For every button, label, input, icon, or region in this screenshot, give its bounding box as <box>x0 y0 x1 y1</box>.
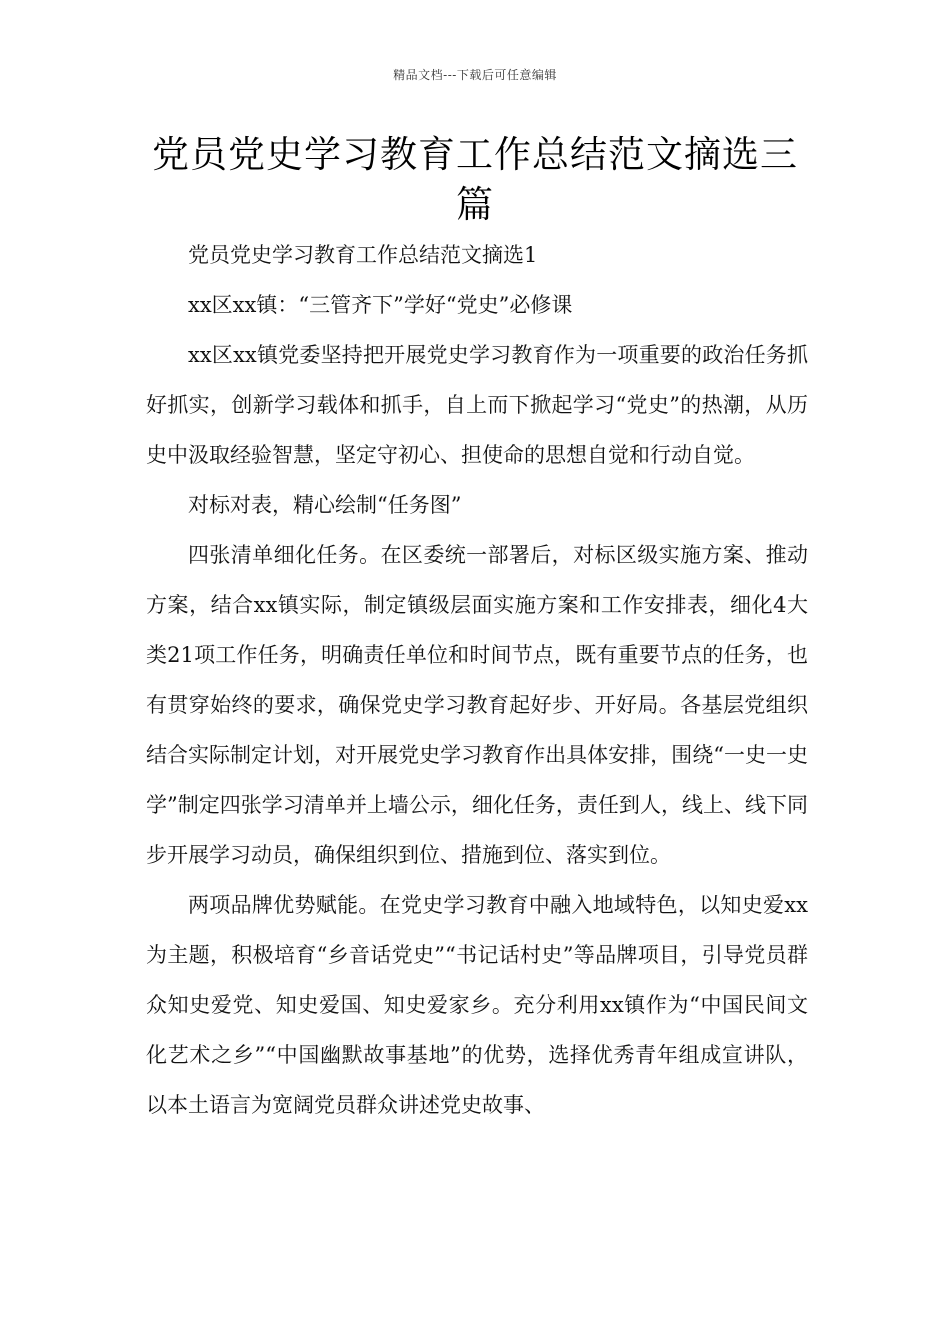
subheading: xx区xx镇：“三管齐下”学好“党史”必修课 <box>188 293 573 317</box>
header-note: 精品文档---下载后可任意编辑 <box>393 68 557 82</box>
document-body <box>146 230 808 1130</box>
body-paragraph: 四张清单细化任务。在区委统一部署后，对标区级实施方案、推动方案，结合xx镇实际，制定镇级层面实施方案和工作安排表，细化4大类21项工作任务，明确责任单位和时间节点，既有重要节点的任务，也有贯穿始终的要求，确保党史学习教育起好步、开好局。各基层党组织结合实际制定计划，对开展党史学习教育作出具体安排，围绕“一史一史学”制定四张学习清单并上墙公示，细化任务，责任到人，线上、线下同步开展学习动员，确保组织到位、措施到位、落实到位。 <box>146 543 808 867</box>
body-paragraph: 两项品牌优势赋能。在党史学习教育中融入地域特色，以知史爱xx为主题，积极培育“乡音话党史”“书记话村史”等品牌项目，引导党员群众知史爱党、知史爱国、知史爱家乡。充分利用xx镇作为“中国民间文化艺术之乡”“中国幽默故事基地”的优势，选择优秀青年组成宣讲队，以本土语言为宽阔党员群众讲述党史故事、 <box>146 893 808 1117</box>
document-title: 党员党史学习教育工作总结范文摘选三篇 <box>152 133 798 226</box>
body-paragraph: xx区xx镇党委坚持把开展党史学习教育作为一项重要的政治任务抓好抓实，创新学习载体和抓手，自上而下掀起学习“党史”的热潮，从历史中汲取经验智慧，坚定守初心、担使命的思想自觉和行动自觉。 <box>146 343 808 467</box>
section-heading: 党员党史学习教育工作总结范文摘选1 <box>188 243 538 267</box>
subheading: 对标对表，精心绘制“任务图” <box>188 493 462 517</box>
